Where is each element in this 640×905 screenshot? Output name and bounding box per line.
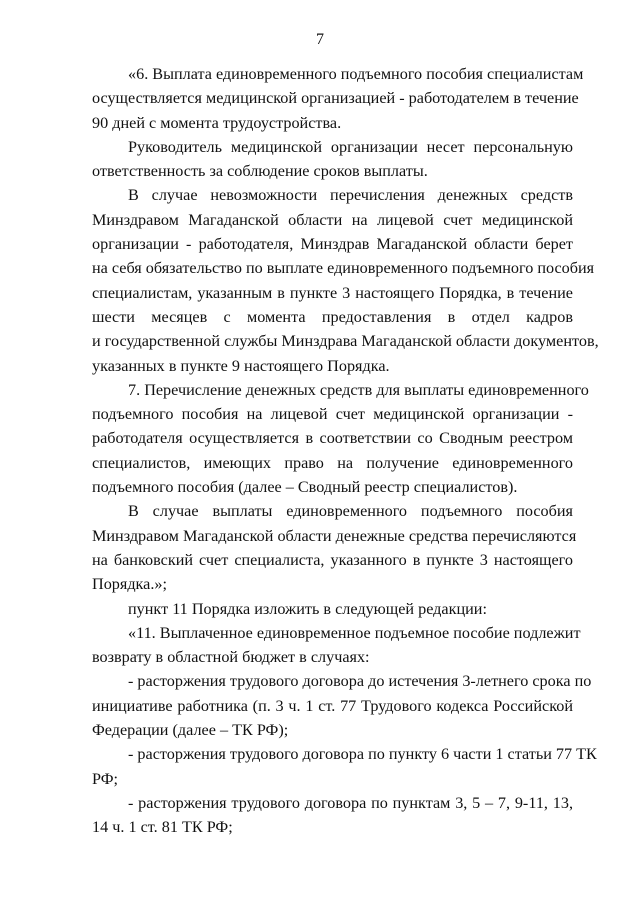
text-line: на банковский счет специалиста, указанного в пункте 3 настоящего [92, 550, 573, 569]
page-number: 7 [316, 31, 324, 48]
text-line: специалистов, имеющих право на получение единовременного [92, 453, 573, 472]
paragraph [92, 62, 584, 135]
paragraph [92, 669, 592, 742]
text-line: «11. Выплаченное единовременное подъемное пособие подлежит [128, 623, 581, 642]
paragraph [92, 621, 581, 670]
text-line: 7. Перечисление денежных средств для выплаты единовременного [128, 380, 589, 399]
paragraph [92, 378, 589, 499]
text-line: Порядка.»; [92, 575, 168, 594]
text-line: ответственность за соблюдение сроков выплаты. [92, 162, 428, 181]
text-line: осуществляется медицинской организацией - работодателем в течение [92, 89, 579, 108]
text-line: указанных в пункте 9 настоящего Порядка. [92, 356, 390, 375]
document-body [92, 62, 599, 840]
paragraph [92, 742, 597, 791]
paragraph [92, 791, 573, 840]
text-line: специалистам, указанным в пункте 3 настоящего Порядка, в течение [92, 283, 573, 302]
text-line: - расторжения трудового договора до истечения 3-летнего срока по [128, 672, 592, 691]
text-line: В случае выплаты единовременного подъемного пособия [128, 502, 573, 521]
text-line: Минздравом Магаданской области на лицевой счет медицинской [92, 210, 573, 229]
text-line: на себя обязательство по выплате единовременного подъемного пособия [92, 259, 595, 278]
text-line: шести месяцев с момента предоставления в отдел кадров [92, 307, 573, 326]
paragraph [92, 499, 577, 596]
text-line: Минздравом Магаданской области денежные средства перечисляются [92, 526, 577, 545]
text-line: возврату в областной бюджет в случаях: [92, 648, 370, 667]
text-line: РФ; [92, 769, 119, 788]
text-line: пункт 11 Порядка изложить в следующей редакции: [128, 599, 487, 618]
paragraph [92, 597, 573, 621]
text-line: В случае невозможности перечисления денежных средств [128, 186, 573, 205]
text-line: - расторжения трудового договора по пунктам 3, 5 – 7, 9-11, 13, [128, 793, 573, 812]
text-line: 14 ч. 1 ст. 81 ТК РФ; [92, 818, 233, 837]
text-line: подъемного пособия (далее – Сводный реестр специалистов). [92, 478, 518, 497]
text-line: 90 дней с момента трудоустройства. [92, 113, 342, 132]
text-line: инициативе работника (п. 3 ч. 1 ст. 77 Трудового кодекса Российской [92, 696, 573, 715]
text-line: организации - работодателя, Минздрав Магаданской области берет [92, 235, 573, 254]
paragraph [92, 183, 599, 377]
paragraph [92, 135, 573, 184]
text-line: Федерации (далее – ТК РФ); [92, 721, 289, 740]
text-line: «6. Выплата единовременного подъемного пособия специалистам [128, 65, 584, 83]
text-line: работодателя осуществляется в соответствии со Сводным реестром [92, 429, 573, 448]
text-line: Руководитель медицинской организации несет персональную [128, 137, 573, 156]
text-line: подъемного пособия на лицевой счет медицинской организации - [92, 405, 573, 424]
text-line: и государственной службы Минздрава Магаданской области документов, [92, 332, 599, 351]
text-line: - расторжения трудового договора по пункту 6 части 1 статьи 77 ТК [128, 745, 597, 764]
